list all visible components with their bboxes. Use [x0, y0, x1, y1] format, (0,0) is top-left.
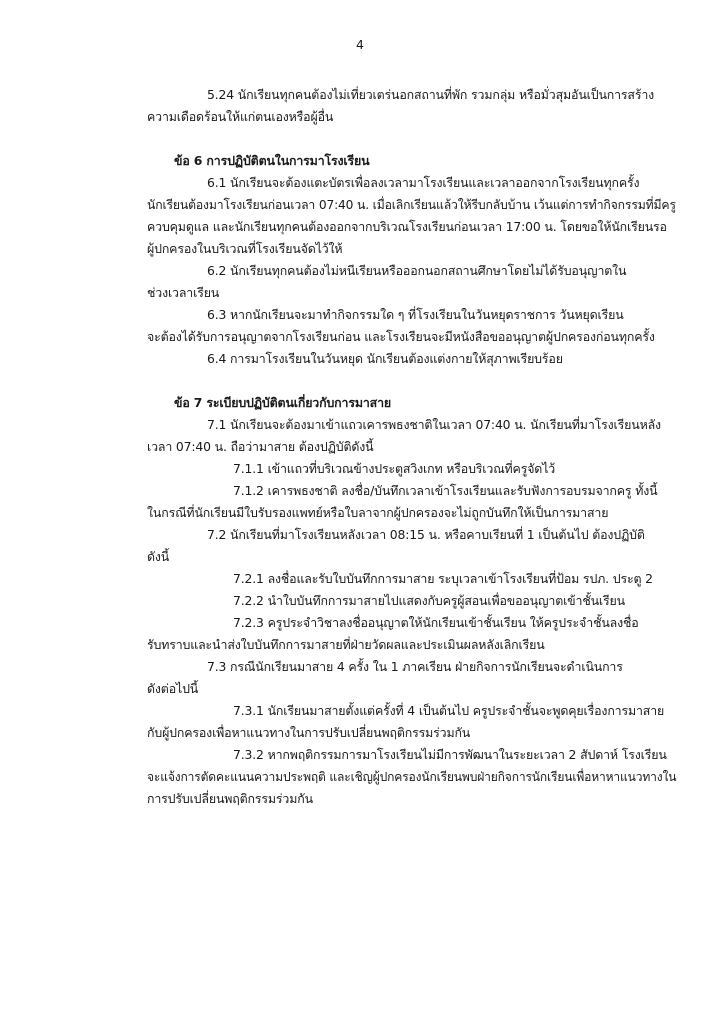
- paragraph-line: 7.2.3 ครูประจำวิชาลงชื่ออนุญาตให้นักเรียนเข้าชั้นเรียน ให้ครูประจำชั้นลงชื่อ: [233, 615, 639, 630]
- paragraph-line: ในกรณีที่นักเรียนมีใบรับรองแพทย์หรือใบลาจากผู้ปกครองจะไม่ถูกบันทึกให้เป็นการมาสาย: [147, 505, 609, 520]
- paragraph-line: 6.4 การมาโรงเรียนในวันหยุด นักเรียนต้องแต่งกายให้สุภาพเรียบร้อย: [207, 351, 563, 366]
- paragraph-line: ควบคุมดูแล และนักเรียนทุกคนต้องออกจากบริเวณโรงเรียนก่อนเวลา 17:00 น. โดยขอให้นักเรียนรอ: [147, 219, 667, 234]
- paragraph-line: กับผู้ปกครองเพื่อหาแนวทางในการปรับเปลี่ยนพฤติกรรมร่วมกัน: [147, 725, 471, 740]
- paragraph-line: 6.2 นักเรียนทุกคนต้องไม่หนีเรียนหรือออกนอกสถานศึกษาโดยไม่ได้รับอนุญาตใน: [207, 263, 627, 278]
- paragraph-line: 7.1.2 เคารพธงชาติ ลงชื่อ/บันทึกเวลาเข้าโรงเรียนและรับฟังการอบรมจากครู ทั้งนี้: [233, 483, 658, 498]
- paragraph-line: 7.2 นักเรียนที่มาโรงเรียนหลังเวลา 08:15 น. หรือคาบเรียนที่ 1 เป็นต้นไป ต้องปฏิบัติ: [207, 527, 645, 542]
- paragraph-line: รับทราบและนำส่งใบบันทึกการมาสายที่ฝ่ายวัดผลและประเมินผลหลังเลิกเรียน: [147, 637, 545, 652]
- paragraph-line: 7.1.1 เข้าแถวที่บริเวณข้างประตูสวิงเกท หรือบริเวณที่ครูจัดไว้: [233, 461, 556, 476]
- paragraph-line: 7.3.2 หากพฤติกรรมการมาโรงเรียนไม่มีการพัฒนาในระยะเวลา 2 สัปดาห์ โรงเรียน: [233, 747, 667, 762]
- section-heading: ข้อ 7 ระเบียบปฏิบัติตนเกี่ยวกับการมาสาย: [174, 395, 392, 410]
- paragraph-line: 5.24 นักเรียนทุกคนต้องไม่เที่ยวเตร่นอกสถานที่พัก รวมกลุ่ม หรือมั่วสุมอันเป็นการสร้าง: [207, 87, 655, 102]
- paragraph-line: ผู้ปกครองในบริเวณที่โรงเรียนจัดไว้ให้: [147, 241, 343, 256]
- paragraph-line: ความเดือดร้อนให้แก่ตนเองหรือผู้อื่น: [147, 109, 334, 124]
- paragraph-line: 6.3 หากนักเรียนจะมาทำกิจกรรมใด ๆ ที่โรงเรียนในวันหยุดราชการ วันหยุดเรียน: [207, 307, 624, 322]
- paragraph-line: 7.3.1 นักเรียนมาสายตั้งแต่ครั้งที่ 4 เป็นต้นไป ครูประจำชั้นจะพูดคุยเรื่องการมาสาย: [233, 703, 665, 718]
- paragraph-line: 7.2.1 ลงชื่อและรับใบบันทึกการมาสาย ระบุเวลาเข้าโรงเรียนที่ป้อม รปภ. ประตู 2: [233, 571, 653, 586]
- paragraph-line: ดังนี้: [147, 549, 170, 564]
- paragraph-line: 7.3 กรณีนักเรียนมาสาย 4 ครั้ง ใน 1 ภาคเรียน ฝ่ายกิจการนักเรียนจะดำเนินการ: [207, 659, 623, 674]
- paragraph-line: 7.1 นักเรียนจะต้องมาเข้าแถวเคารพธงชาติในเวลา 07:40 น. นักเรียนที่มาโรงเรียนหลัง: [207, 417, 661, 432]
- page-number: 4: [356, 37, 364, 52]
- paragraph-line: ดังต่อไปนี้: [147, 681, 199, 696]
- paragraph-line: การปรับเปลี่ยนพฤติกรรมร่วมกัน: [147, 791, 313, 806]
- paragraph-line: จะต้องได้รับการอนุญาตจากโรงเรียนก่อน และโรงเรียนจะมีหนังสือขออนุญาตผู้ปกครองก่อนทุกครั้ง: [147, 329, 655, 344]
- paragraph-line: 7.2.2 นำใบบันทึกการมาสายไปแสดงกับครูผู้สอนเพื่อขออนุญาตเข้าชั้นเรียน: [233, 593, 625, 608]
- paragraph-line: นักเรียนต้องมาโรงเรียนก่อนเวลา 07:40 น. เมื่อเลิกเรียนแล้วให้รีบกลับบ้าน เว้นแต่การทำกิจกรรมที่มีครู: [147, 197, 676, 212]
- section-heading: ข้อ 6 การปฏิบัติตนในการมาโรงเรียน: [174, 153, 370, 168]
- paragraph-line: เวลา 07:40 น. ถือว่ามาสาย ต้องปฏิบัติดังนี้: [147, 439, 374, 454]
- paragraph-line: จะแจ้งการตัดคะแนนความประพฤติ และเชิญผู้ปกครองนักเรียนพบฝ่ายกิจการนักเรียนเพื่อหาหาแนวทางใน: [147, 769, 677, 784]
- paragraph-line: 6.1 นักเรียนจะต้องแตะบัตรเพื่อลงเวลามาโรงเรียนและเวลาออกจากโรงเรียนทุกครั้ง: [207, 175, 640, 190]
- paragraph-line: ช่วงเวลาเรียน: [147, 285, 220, 300]
